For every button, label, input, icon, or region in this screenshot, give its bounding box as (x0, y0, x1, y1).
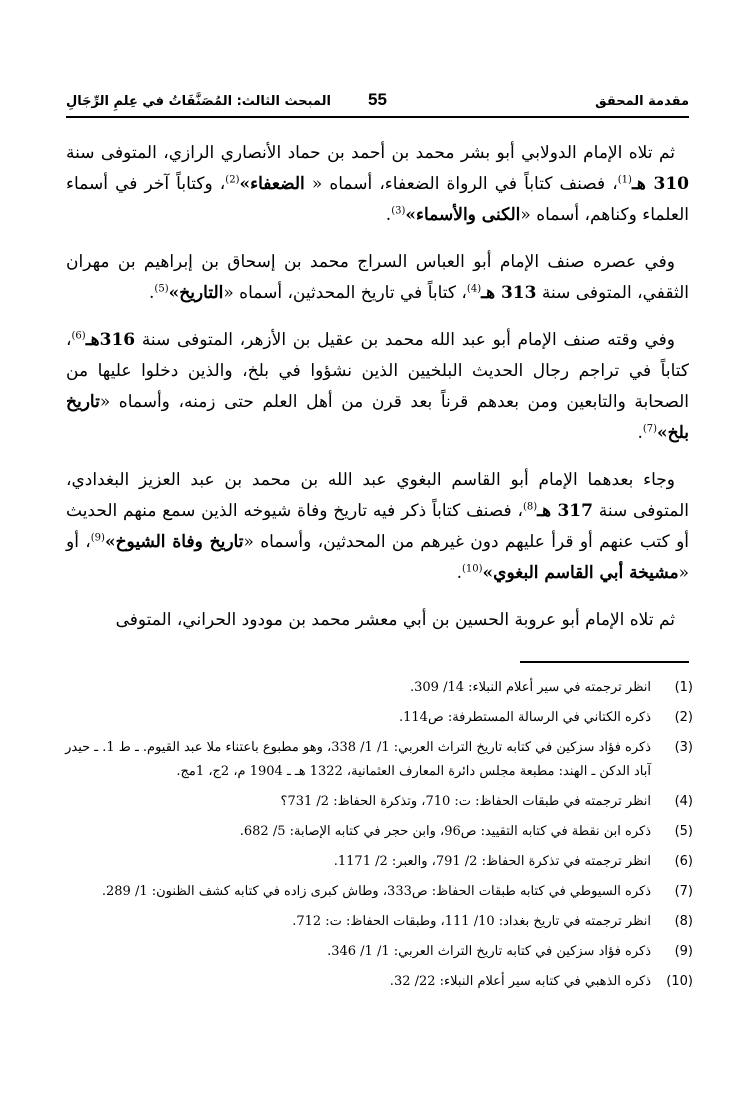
footnote-text: ذكره الذهبي في كتابه سير أعلام النبلاء: 22/ 32. (389, 974, 651, 989)
footnote (60, 736, 693, 784)
paragraph-text: . (456, 563, 462, 583)
footnote (60, 910, 693, 934)
main-text (66, 138, 689, 636)
footnote (60, 676, 693, 700)
footnote-ref[interactable]: (9) (90, 532, 105, 544)
paragraph-3 (66, 325, 689, 449)
footnote (60, 970, 693, 994)
footnote-text: ذكره ابن نقطة في كتابه التقييد: ص96، وابن حجر في كتابه الإصابة: 5/ 682. (239, 824, 651, 839)
footnote-number: (10) (666, 974, 693, 989)
footnote (60, 850, 693, 874)
paragraph-4 (66, 465, 689, 589)
book-title-bold: مشيخة أبي القاسم البغوي» (482, 563, 679, 583)
paragraph-text: . (149, 283, 155, 303)
footnote-ref[interactable]: (7) (642, 423, 658, 435)
footnote-number: (2) (674, 710, 693, 725)
paragraph-text: ثم تلاه الإمام أبو عروبة الحسين بن أبي معشر محمد بن مودود الحراني، المتوفى (115, 610, 675, 630)
header-chapter-title: المبحث الثالث: المُصَنَّفَاتُ في عِلمِ الرِّجَالِ (66, 94, 331, 109)
footnote-number: (3) (674, 740, 693, 755)
footnote-number: (4) (674, 794, 693, 809)
footnote-text: ذكره فؤاد سزكين في كتابه تاريخ التراث العربي: 1/ 1/ 338، وهو مطبوع باعتناء ملا عبد القيوم. ـ ط 1. ـ حيدر آباد الدكن ـ الهند: مطبعة مجلس دائرة المعارف العثمانية، 1322 هـ ـ 1904 م، 2ج، 1مج. (65, 740, 651, 779)
footnote-text: انظر ترجمته في تذكرة الحفاظ: 2/ 791، والعبر: 2/ 1171. (333, 854, 651, 869)
paragraph-text: ، كتاباً في تراجم رجال الحديث البلخيين الذين نشؤوا في بلخ، والذين دخلوا عليها من الصحابة والتابعين ومن بعدهم قرناً بعد قرن من أهل العلم حتى زمنه، وأسماه « (66, 330, 689, 412)
footnote-text: انظر ترجمته في تاريخ بغداد: 10/ 111، وطبقات الحفاظ: ت: 712. (292, 914, 651, 929)
footnote-ref[interactable]: (3) (391, 205, 406, 217)
footnote-ref[interactable]: (1) (617, 174, 632, 186)
footnote-ref[interactable]: (2) (225, 174, 240, 186)
book-title-bold: الكنى والأسماء» (405, 205, 521, 225)
paragraph-5 (66, 605, 689, 636)
header-section-title: مقدمة المحقق (595, 94, 689, 109)
book-title-bold: التاريخ» (168, 283, 224, 303)
footnote (60, 880, 693, 904)
year-bold: 310 هـ (631, 174, 689, 194)
footnote-text: انظر ترجمته في سير أعلام النبلاء: 14/ 309. (409, 680, 651, 695)
footnote (60, 706, 693, 730)
paragraph-text: . (637, 423, 643, 443)
footnote-number: (1) (674, 680, 693, 695)
paragraph-text: وفي عصره صنف الإمام أبو العباس السراج محمد بن إسحاق بن إبراهيم بن مهران الثقفي، المتوفى سنة (66, 252, 689, 303)
footnote-separator (520, 661, 689, 663)
book-title-bold: تاريخ وفاة الشيوخ» (104, 532, 244, 552)
paragraph-text: ، أو « (66, 532, 689, 583)
footnote (60, 940, 693, 964)
footnote-text: ذكره السيوطي في كتابه طبقات الحفاظ: ص333، وطاش كبرى زاده في كتابه كشف الظنون: 1/ 289. (101, 884, 651, 899)
footnote-number: (7) (674, 884, 693, 899)
footnote-ref[interactable]: (6) (71, 330, 86, 342)
paragraph-2 (66, 247, 689, 309)
footnote-ref[interactable]: (4) (466, 283, 482, 295)
footnotes (60, 676, 693, 1000)
paragraph-text: وجاء بعدهما الإمام أبو القاسم البغوي عبد الله بن محمد بن عبد العزيز البغدادي، المتوفى سنة (66, 470, 689, 521)
year-bold: 316هـ (85, 330, 136, 350)
footnote-number: (5) (674, 824, 693, 839)
year-bold: 313 هـ (481, 283, 537, 303)
footnote-number: (9) (674, 944, 693, 959)
footnote-number: (6) (674, 854, 693, 869)
footnote-text: ذكره فؤاد سزكين في كتابه تاريخ التراث العربي: 1/ 1/ 346. (327, 944, 651, 959)
paragraph-text: . (385, 205, 392, 225)
paragraph-text: وفي وقته صنف الإمام أبو عبد الله محمد بن عقيل بن الأزهر، المتوفى سنة (135, 330, 675, 350)
footnote (60, 790, 693, 814)
footnote-ref[interactable]: (10) (461, 563, 483, 575)
book-title-bold: الضعفاء» (239, 174, 305, 194)
paragraph-text: ، وكتاباً آخر في أسماء العلماء وكناهم، أسماه « (66, 174, 689, 225)
footnote-ref[interactable]: (5) (154, 283, 169, 295)
footnote-text: ذكره الكتاني في الرسالة المستطرفة: ص114. (399, 710, 651, 725)
footnote-number: (8) (674, 914, 693, 929)
paragraph-text: ، فصنف كتاباً ذكر فيه تاريخ وفاة شيوخه الذين سمع منهم الحديث أو كتب عنهم أو قرأ عليهم دون غيرهم من المحدثين، وأسماه « (66, 501, 690, 552)
paragraph-text: ، فصنف كتاباً في الرواة الضعفاء، أسماه « (304, 174, 618, 194)
footnote-text: انظر ترجمته في طبقات الحفاظ: ت: 710، وتذكرة الحفاظ: 2/ 731؟ (280, 794, 651, 809)
paragraph-text: ثم تلاه الإمام الدولابي أبو بشر محمد بن أحمد بن حماد الأنصاري الرازي، المتوفى سنة (66, 143, 675, 163)
footnote-ref[interactable]: (8) (522, 501, 538, 513)
page-number: 55 (368, 90, 387, 109)
paragraph-text: ، كتاباً في تاريخ المحدثين، أسماه « (223, 283, 467, 303)
year-bold: 317 هـ (537, 501, 593, 521)
footnote (60, 820, 693, 844)
paragraph-1 (66, 138, 689, 231)
book-title-bold: تاريخ بلخ» (66, 392, 689, 443)
running-header (66, 88, 689, 118)
